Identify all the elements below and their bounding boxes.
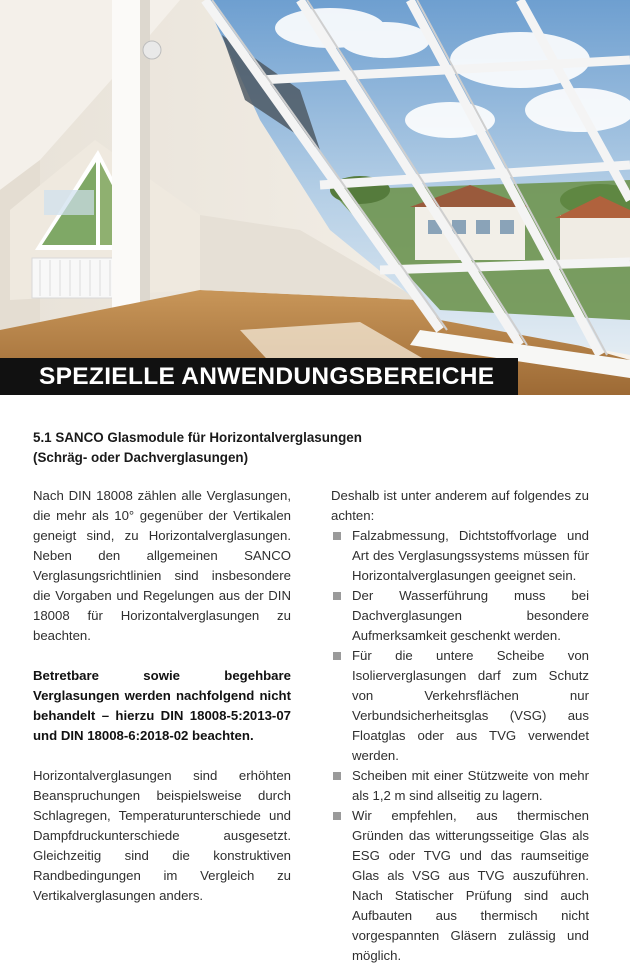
list-item (331, 526, 589, 586)
square-bullet-icon (333, 532, 341, 540)
paragraph-din-definition: Nach DIN 18008 zählen alle Verglasungen, die mehr als 10° gegenüber der Vertikalen geneigt sind, zu Horizontalverglasungen. Neben den allgemeinen SANCO Verglasungsrichtlinien sind insbesondere die Vorgaben und Regelungen aus der DIN 18008 für Horizontalverglasungen zu beachten. (33, 488, 291, 643)
list-item-text: Scheiben mit einer Stützweite von mehr als 1,2 m sind allseitig zu lagern. (352, 768, 589, 803)
list-item-text: Wir empfehlen, aus thermischen Gründen das witterungsseitige Glas als ESG oder TVG und das raumseitige Glas als VSG aus TVG auszuführen. Nach Statischer Prüfung sind auch Aufbauten aus thermisch nicht vorgespannten Gläsern zulässig und möglich. (352, 808, 589, 963)
section-heading-line2: (Schräg- oder Dachverglasungen) (33, 450, 249, 465)
right-column (331, 486, 589, 966)
list-item (331, 806, 589, 966)
wooden-post (112, 0, 140, 330)
list-item (331, 586, 589, 646)
square-bullet-icon (333, 812, 341, 820)
list-item (331, 646, 589, 766)
section-banner-title: SPEZIELLE ANWENDUNGSBEREICHE (0, 358, 518, 395)
left-column (33, 486, 291, 926)
paragraph-stress-conditions: Horizontalverglasungen sind erhöhten Beanspruchungen beispielsweise durch Schlagregen, Temperaturunterschiede und Dampfdruckunterschiede ausgesetzt. Gleichzeitig sind die konstruktiven Randbedingungen im Vergleich zu Vertikalverglasungen anders. (33, 768, 291, 903)
section-heading (33, 428, 593, 468)
requirements-list (331, 526, 589, 966)
bullet-list-intro: Deshalb ist unter anderem auf folgendes zu achten: (331, 488, 589, 523)
list-item-text: Für die untere Scheibe von Isolierverglasungen darf zum Schutz von Verkehrsflächen nur Verbundsicherheitsglas (VSG) aus Floatglas oder aus TVG verwendet werden. (352, 648, 589, 763)
square-bullet-icon (333, 592, 341, 600)
list-item-text: Falzabmessung, Dichtstoffvorlage und Art des Verglasungssystems müssen für Horizontalverglasungen geeignet sein. (352, 528, 589, 583)
attic-room-illustration (0, 0, 630, 395)
paragraph-walkable-glazing-note: Betretbare sowie begehbare Verglasungen werden nachfolgend nicht behandelt – hierzu DIN 18008-5:2013-07 und DIN 18008-6:2018-02 beachten. (33, 668, 291, 743)
square-bullet-icon (333, 772, 341, 780)
list-item-text: Der Wasserführung muss bei Dachverglasungen besondere Aufmerksamkeit geschenkt werden. (352, 588, 589, 643)
list-item (331, 766, 589, 806)
section-heading-line1: 5.1 SANCO Glasmodule für Horizontalverglasungen (33, 430, 362, 445)
square-bullet-icon (333, 652, 341, 660)
hero-photo (0, 0, 630, 395)
